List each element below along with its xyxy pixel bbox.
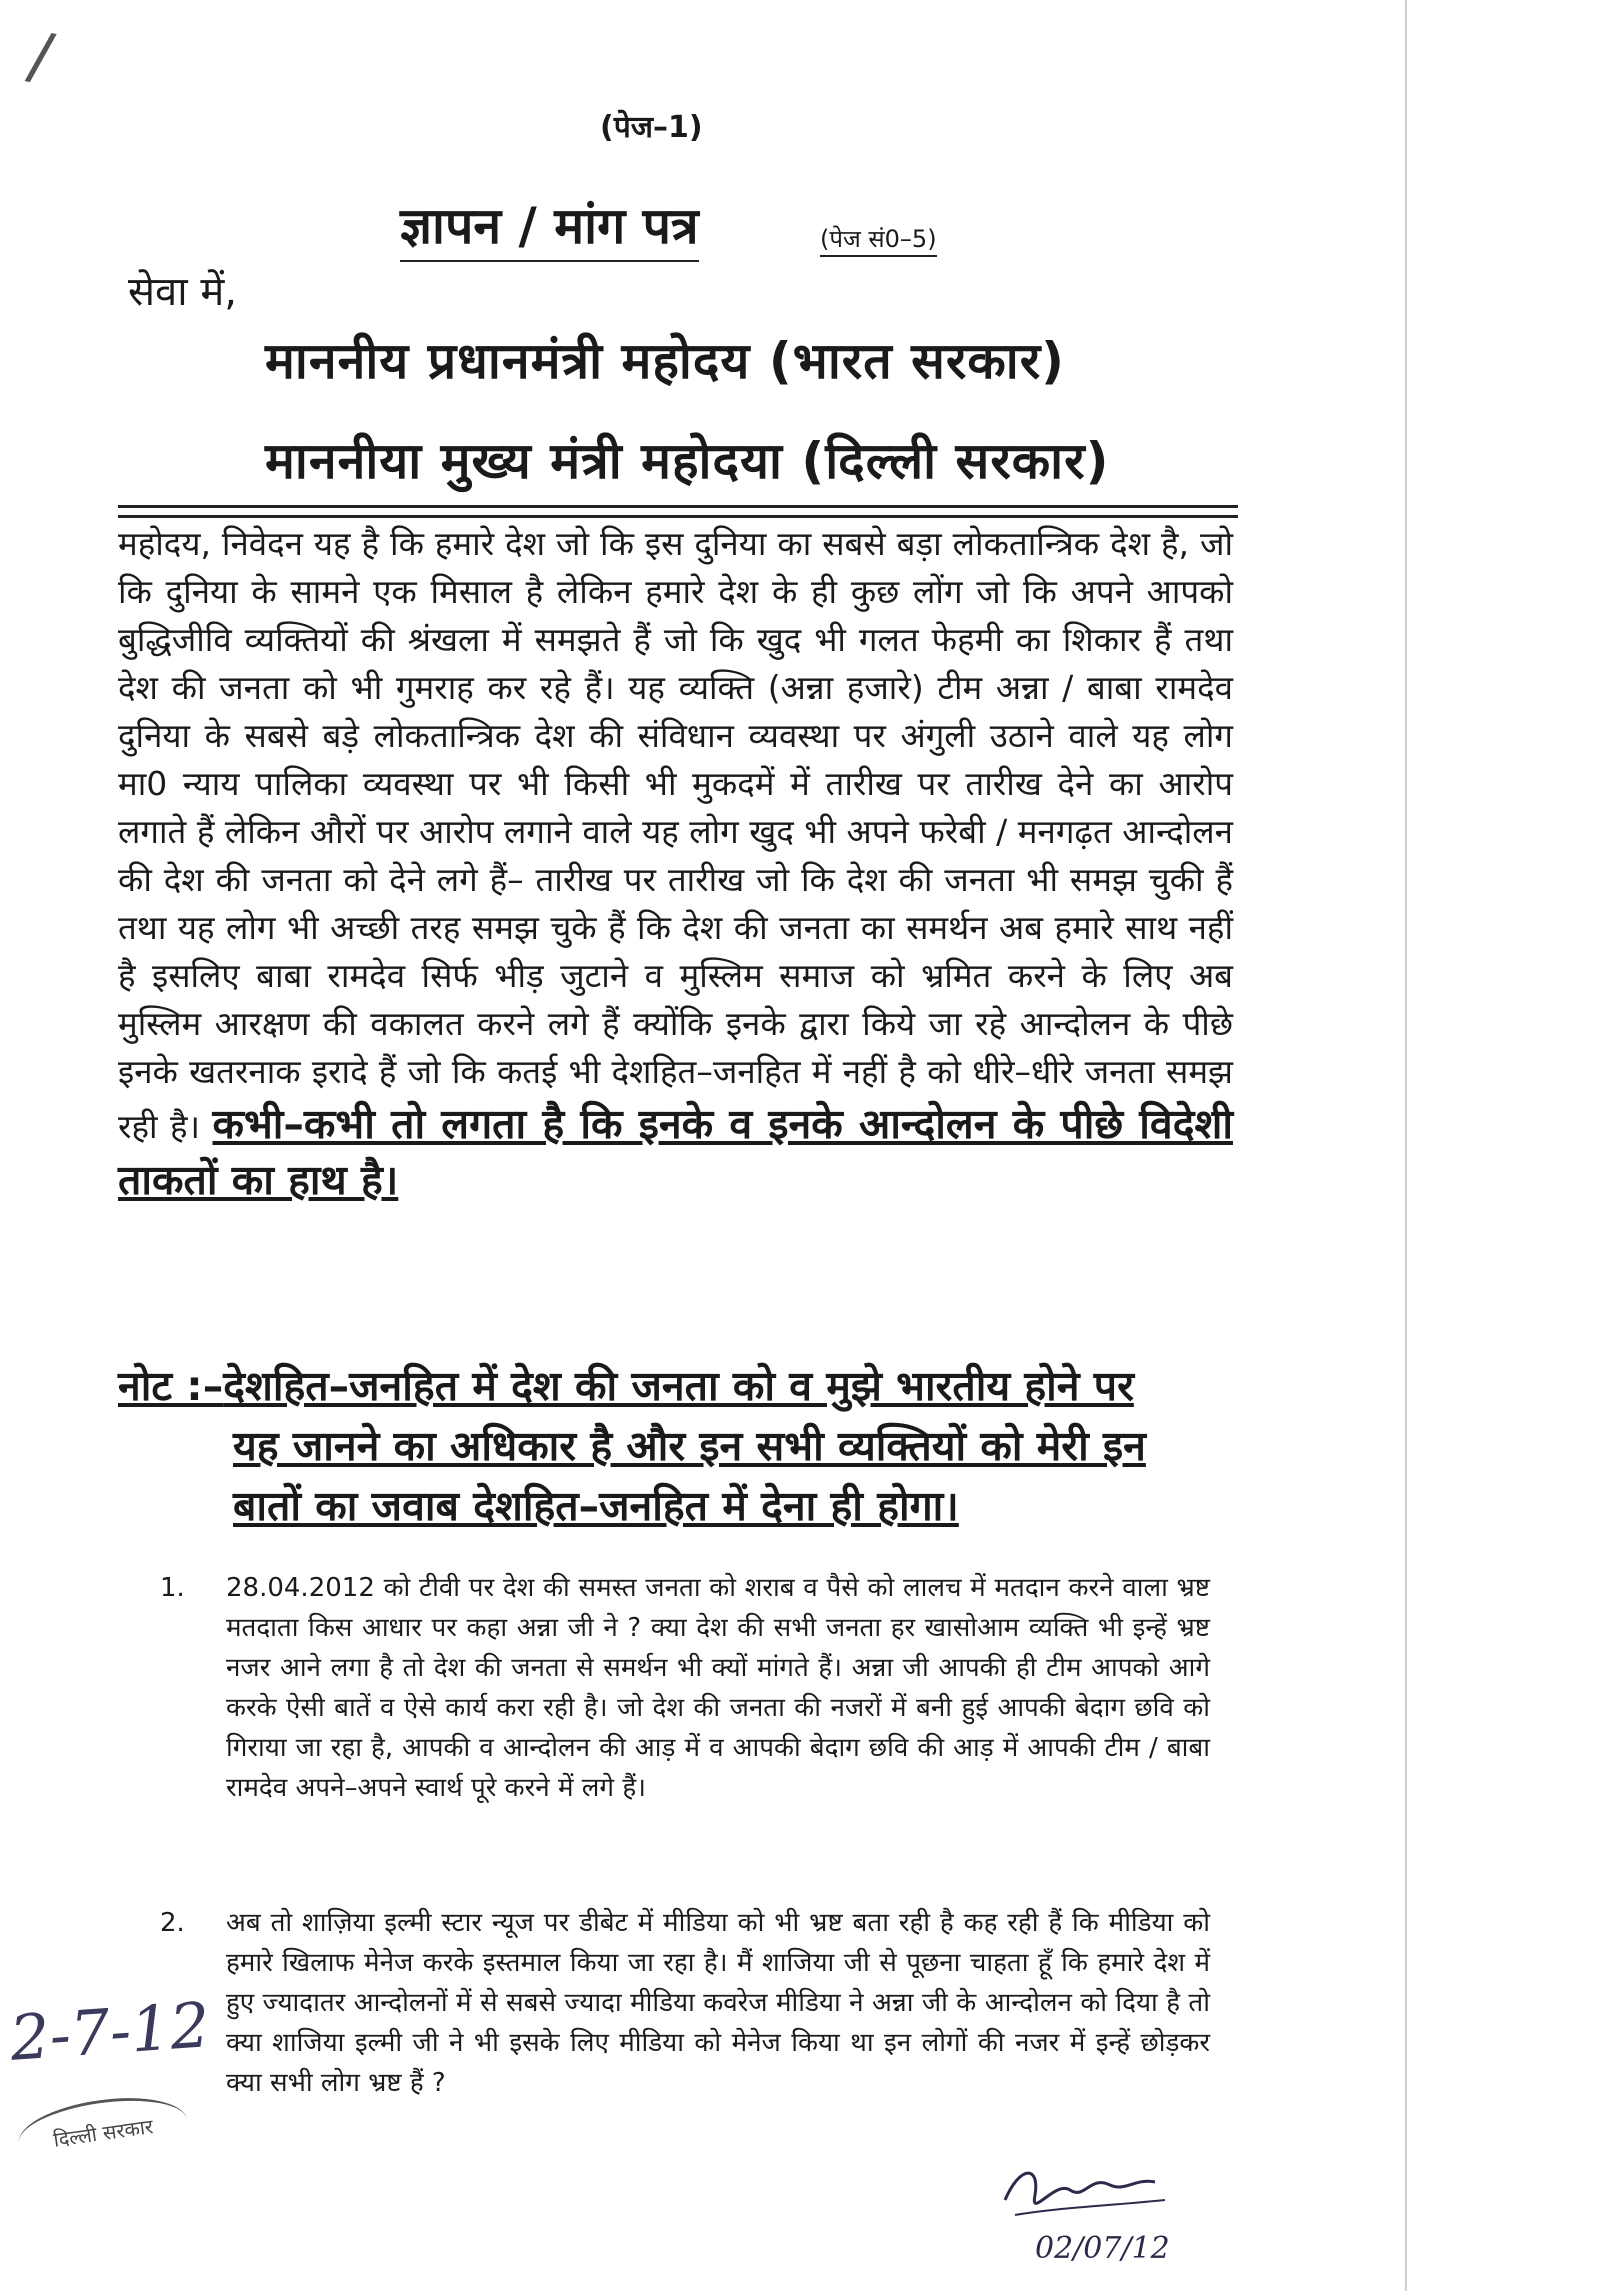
body-text: महोदय, निवेदन यह है कि हमारे देश जो कि इस दुनिया का सबसे बड़ा लोकतान्त्रिक देश है, जो कि दुनिया के सामने एक मिसाल है लेकिन हमारे देश के ही कुछ लोंग जो कि अपने आपको बुद्धिजीवि व्यक्तियों की श्रंखला में समझते हैं जो कि खुद भी गलत फेहमी का शिकार हैं तथा देश की जनता को भी गुमराह कर रहे हैं। यह व्यक्ति (अन्ना हजारे) टीम अन्ना / बाबा रामदेव दुनिया के सबसे बड़े लोकतान्त्रिक देश की संविधान व्यवस्था पर अंगुली उठाने वाले यह लोग मा0 न्याय पालिका व्यवस्था पर भी किसी भी मुकदमें में तारीख पर तारीख देने का आरोप लगाते हैं लेकिन औरों पर आरोप लगाने वाले यह लोग खुद भी अपने फरेबी / मनगढ़त आन्दोलन की देश की जनता को देने लगे हैं– तारीख पर तारीख जो कि देश की जनता भी समझ चुकी हैं तथा यह लोग भी अच्छी तरह समझ चुके हैं कि देश की जनता का समर्थन अब हमारे साथ नहीं है इसलिए बाबा रामदेव सिर्फ भीड़ जुटाने व मुस्लिम समाज को भ्रमित करने के लिए अब मुस्लिम आरक्षण की वकालत करने लगे हैं क्योंकि इनके द्वारा किये जा रहे आन्दोलन के पीछे इनके खतरनाक इरादे हैं जो कि कतई भी देशहित–जनहित में नहीं है को धीरे–धीरे जनता समझ रही है। [118, 524, 1233, 1146]
note-rest: यह जानने का अधिकार है और इन सभी व्यक्तियों को मेरी इन बातों का जवाब देशहित–जनहित में देना ही होगा। [233, 1422, 1146, 1530]
signature-date: 02/07/12 [1035, 2231, 1170, 2266]
list-item-number: 1. [160, 1573, 185, 1603]
stamp-text: दिल्ली सरकार [51, 2114, 155, 2152]
scan-edge-line [1405, 0, 1407, 2291]
pen-mark: / [22, 18, 60, 96]
note-first-line: देशहित–जनहित में देश की जनता को व मुझे भारतीय होने पर [223, 1362, 1134, 1410]
addressee-prime-minister: माननीय प्रधानमंत्री महोदय (भारत सरकार) [265, 332, 1066, 390]
page-label: (पेज–1) [600, 110, 703, 145]
list-item-text: अब तो शाज़िया इल्मी स्टार न्यूज पर डीबेट में मीडिया को भी भ्रष्ट बता रही है कह रही हैं कि मीडिया को हमारे खिलाफ मेनेज करके इस्तमाल किया जा रहा है। मैं शाजिया जी से पूछना चाहता हूँ कि हमारे देश में हुए ज्यादातर आन्दोलनों में से सबसे ज्यादा मीडिया कवरेज मीडिया ने अन्ना जी के आन्दोलन को दिया है तो क्या शाजिया इल्मी जी ने भी इसके लिए मीडिया को मेनेज किया था इन लोगों की नजर में इन्हें छोड़कर क्या सभी लोग भ्रष्ट हैं ? [226, 1908, 1210, 2098]
page-count: (पेज सं0–5) [820, 222, 937, 257]
list-item [160, 1903, 1210, 2103]
addressee-chief-minister: माननीया मुख्य मंत्री महोदया (दिल्ली सरकार) [265, 432, 1110, 490]
body-paragraph [118, 520, 1233, 1208]
signature [995, 2160, 1185, 2270]
salutation: सेवा में, [128, 269, 237, 315]
note-block [118, 1356, 1228, 1536]
body-emphasis: कभी–कभी तो लगता है कि इनके व इनके आन्दोलन के पीछे विदेशी ताकतों का हाथ है। [118, 1100, 1233, 1204]
stamp [14, 2088, 191, 2174]
double-rule-bottom [118, 515, 1238, 518]
list-item [160, 1568, 1210, 1808]
handwritten-date: 2-7-12 [7, 1988, 212, 2075]
note-label: नोट :– [118, 1362, 224, 1410]
double-rule-top [118, 505, 1238, 508]
document-title: ज्ञापन / मांग पत्र [400, 190, 699, 262]
list-item-number: 2. [160, 1908, 185, 1938]
list-item-text: 28.04.2012 को टीवी पर देश की समस्त जनता को शराब व पैसे को लालच में मतदान करने वाला भ्रष्ट मतदाता किस आधार पर कहा अन्ना जी ने ? क्या देश की सभी जनता हर खासोआम व्यक्ति भी इन्हें भ्रष्ट नजर आने लगा है तो देश की जनता से समर्थन भी क्यों मांगते हैं। अन्ना जी आपकी ही टीम आपको आगे करके ऐसी बातें व ऐसे कार्य करा रही है। जो देश की जनता की नजरों में बनी हुई आपकी बेदाग छवि को गिराया जा रहा है, आपकी व आन्दोलन की आड़ में व आपकी बेदाग छवि की आड़ में आपकी टीम / बाबा रामदेव अपने–अपने स्वार्थ पूरे करने में लगे हैं। [226, 1573, 1210, 1803]
